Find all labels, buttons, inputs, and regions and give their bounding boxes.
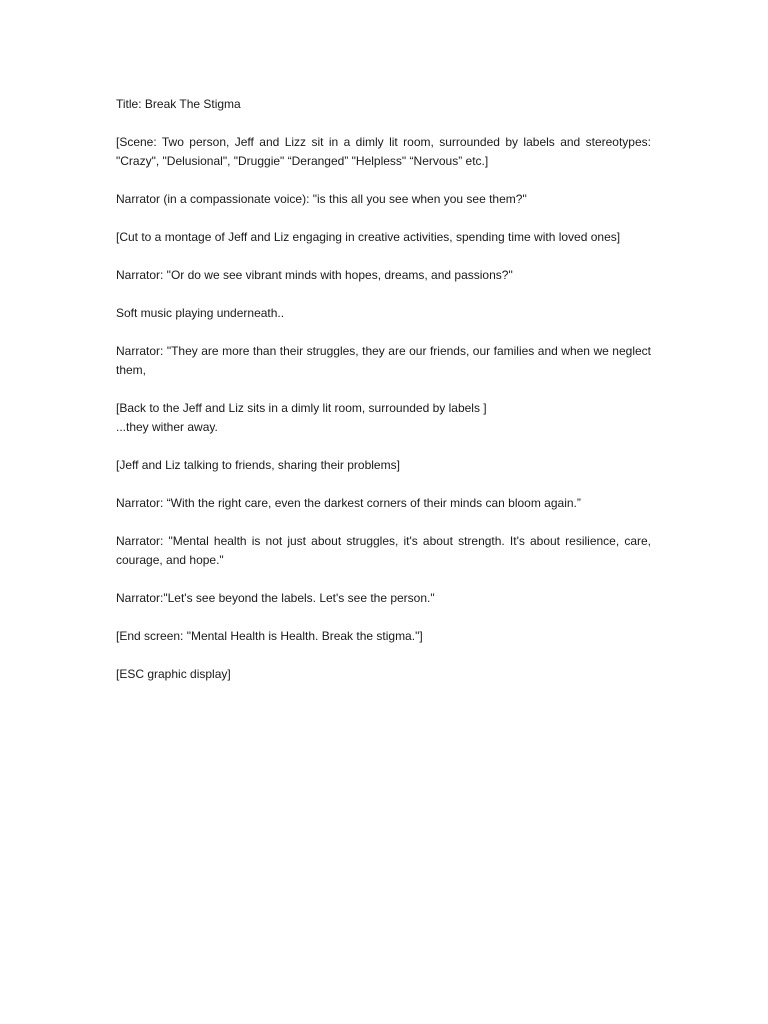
scene-description: [Scene: Two person, Jeff and Lizz sit in a dimly lit room, surrounded by labels and stereotypes: "Crazy", "Delusional", "Druggie" “Deranged” "Helpless" “Nervous” etc.] — [116, 135, 651, 168]
back-to-scene-direction: [Back to the Jeff and Liz sits in a dimly lit room, surrounded by labels ] — [116, 401, 487, 415]
back-to-scene — [116, 399, 651, 437]
narrator-line-2: Narrator: "Or do we see vibrant minds with hopes, dreams, and passions?" — [116, 268, 513, 282]
narrator-line-6: Narrator:"Let's see beyond the labels. Let's see the person." — [116, 591, 435, 605]
cut-direction: [Cut to a montage of Jeff and Liz engaging in creative activities, spending time with loved ones] — [116, 230, 621, 244]
narrator-line-5: Narrator: "Mental health is not just about struggles, it's about strength. It's about resilience, care, courage, and hope." — [116, 534, 651, 567]
friends-direction: [Jeff and Liz talking to friends, sharing their problems] — [116, 458, 400, 472]
narrator-line-1: Narrator (in a compassionate voice): "is this all you see when you see them?" — [116, 192, 527, 206]
narrator-line-3: Narrator: "They are more than their struggles, they are our friends, our families and when we neglect them, — [116, 344, 651, 377]
document-body — [116, 95, 651, 703]
narrator-line-4: Narrator: “With the right care, even the darkest corners of their minds can bloom again.” — [116, 496, 581, 510]
music-direction: Soft music playing underneath.. — [116, 306, 285, 320]
wither-away-line: ...they wither away. — [116, 420, 218, 434]
end-screen-direction: [End screen: "Mental Health is Health. Break the stigma."] — [116, 629, 423, 643]
esc-graphic-direction: [ESC graphic display] — [116, 667, 231, 681]
document-title: Title: Break The Stigma — [116, 97, 241, 111]
